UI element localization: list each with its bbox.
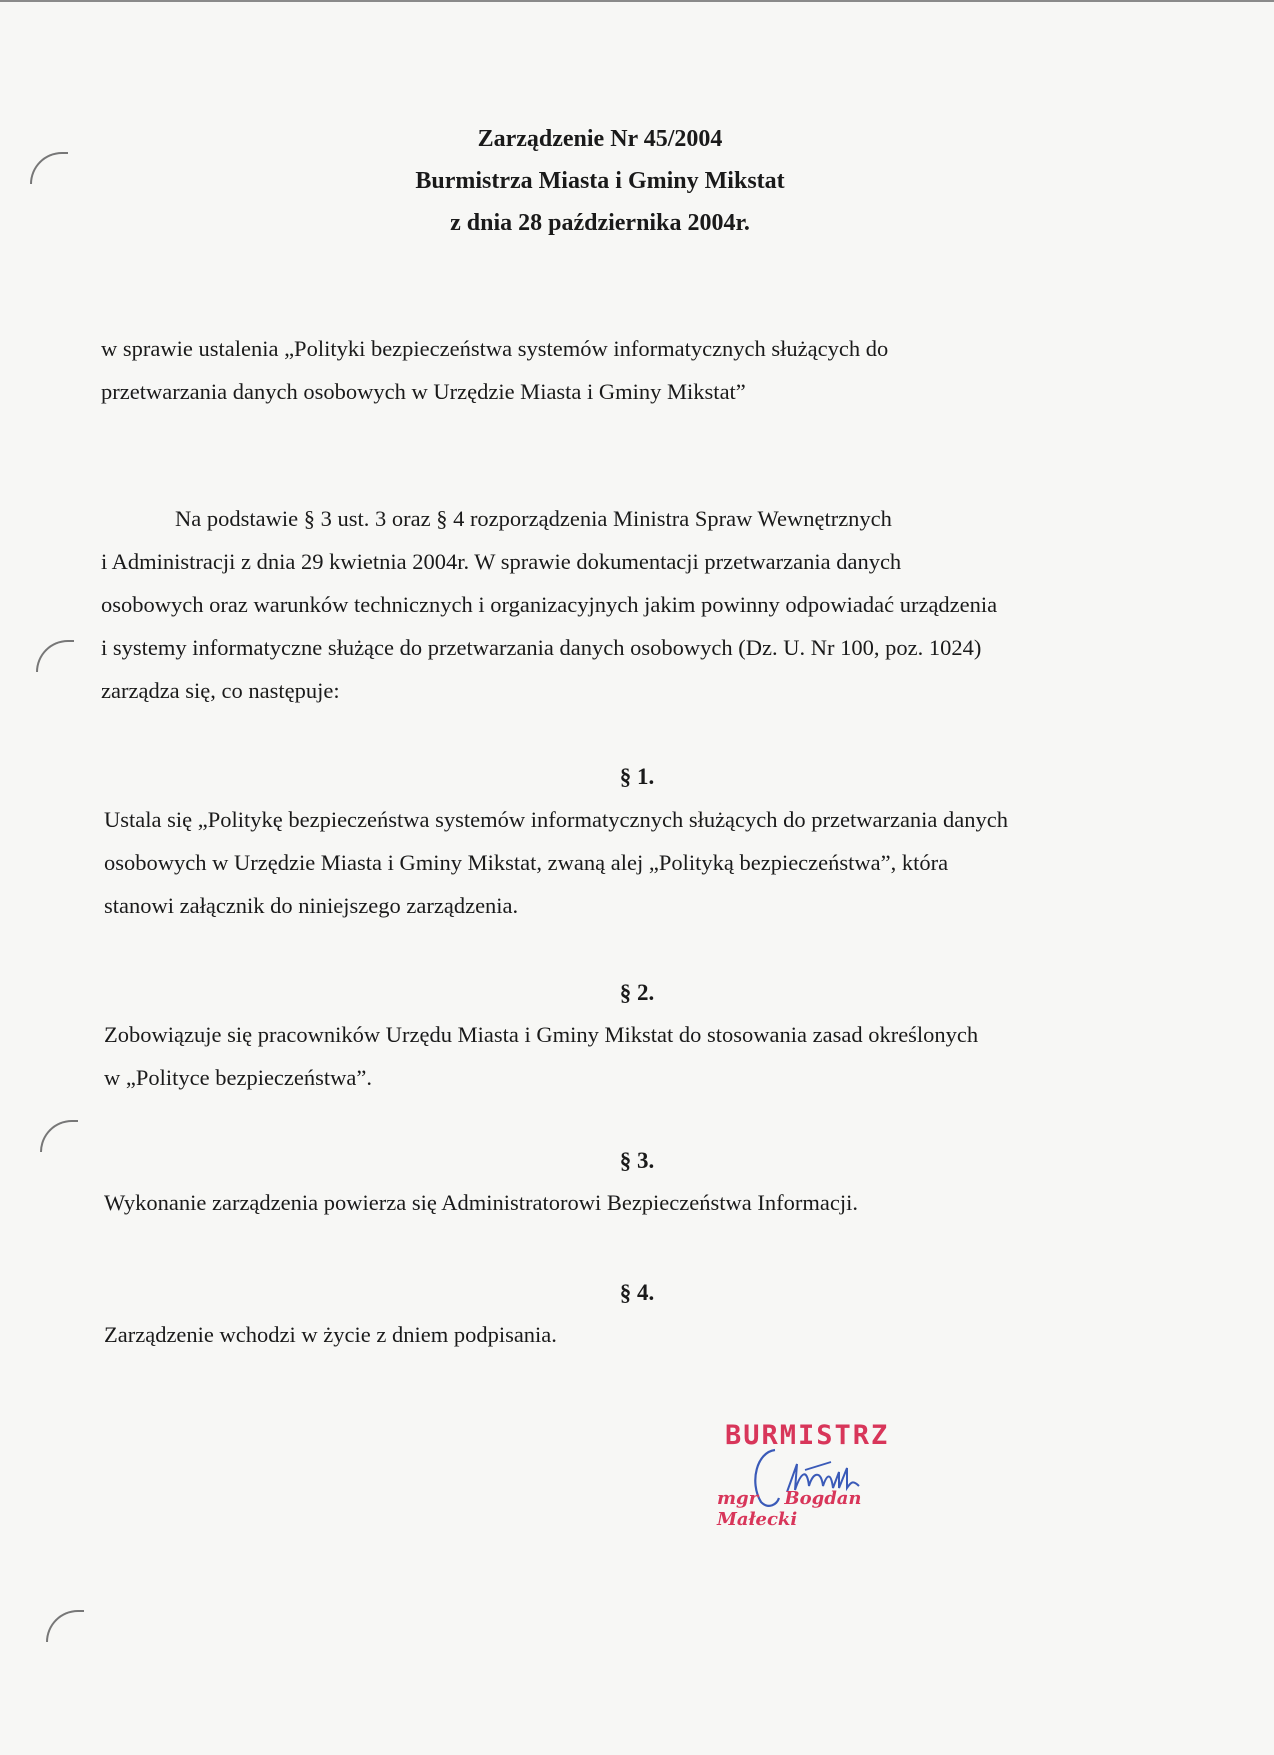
section-1-body [104,798,1124,927]
section-line: Zobowiązuje się pracowników Urzędu Miasta i Gminy Mikstat do stosowania zasad określonych [104,1022,979,1047]
basis-line: i systemy informatyczne służące do przetwarzania danych osobowych (Dz. U. Nr 100, poz. 1024) [101,635,982,660]
section-2-title: § 2. [619,980,655,1005]
header-date: z dnia 28 października 2004r. [450,210,750,236]
document-header [300,118,900,244]
section-line: osobowych w Urzędzie Miasta i Gminy Mikstat, zwaną alej „Polityką bezpieczeństwa”, która [104,850,949,875]
section-line: Zarządzenie wchodzi w życie z dniem podpisania. [104,1322,557,1347]
stamp-name: mgr Bogdan Małecki [717,1488,862,1530]
section-4-body [104,1313,1124,1356]
basis-line: osobowych oraz warunków technicznych i organizacyjnych jakim powinny odpowiadać urządzenia [101,592,998,617]
section-3-body [104,1181,1124,1224]
section-1-title: § 1. [619,764,655,789]
section-4-title: § 4. [619,1280,655,1305]
punch-hole-mark [36,640,74,672]
punch-hole-mark [30,152,68,184]
section-line: w „Polityce bezpieczeństwa”. [104,1065,373,1090]
section-line: Wykonanie zarządzenia powierza się Administratorowi Bezpieczeństwa Informacji. [104,1190,858,1215]
official-stamp [715,1420,955,1550]
basis-line: Na podstawie § 3 ust. 3 oraz § 4 rozporządzenia Ministra Spraw Wewnętrznych [175,506,892,531]
section-2-body [104,1013,1124,1099]
scan-edge [0,0,1274,2]
section-line: Ustala się „Politykę bezpieczeństwa systemów informatycznych służących do przetwarzania danych [104,807,1009,832]
punch-hole-mark [46,1610,84,1642]
subject-line: przetwarzania danych osobowych w Urzędzie Miasta i Gminy Mikstat” [101,379,746,404]
header-issuer: Burmistrza Miasta i Gminy Mikstat [415,168,785,194]
stamp-title: BURMISTRZ [725,1420,890,1451]
legal-basis-paragraph [101,497,1101,712]
basis-line: i Administracji z dnia 29 kwietnia 2004r. W sprawie dokumentacji przetwarzania danych [101,549,902,574]
subject-line: w sprawie ustalenia „Polityki bezpieczeństwa systemów informatycznych służących do [101,336,889,361]
section-3-title: § 3. [619,1148,655,1173]
section-line: stanowi załącznik do niniejszego zarządzenia. [104,893,519,918]
subject-paragraph [101,327,1101,413]
header-title: Zarządzenie Nr 45/2004 [477,126,723,152]
basis-line: zarządza się, co następuje: [101,678,340,703]
